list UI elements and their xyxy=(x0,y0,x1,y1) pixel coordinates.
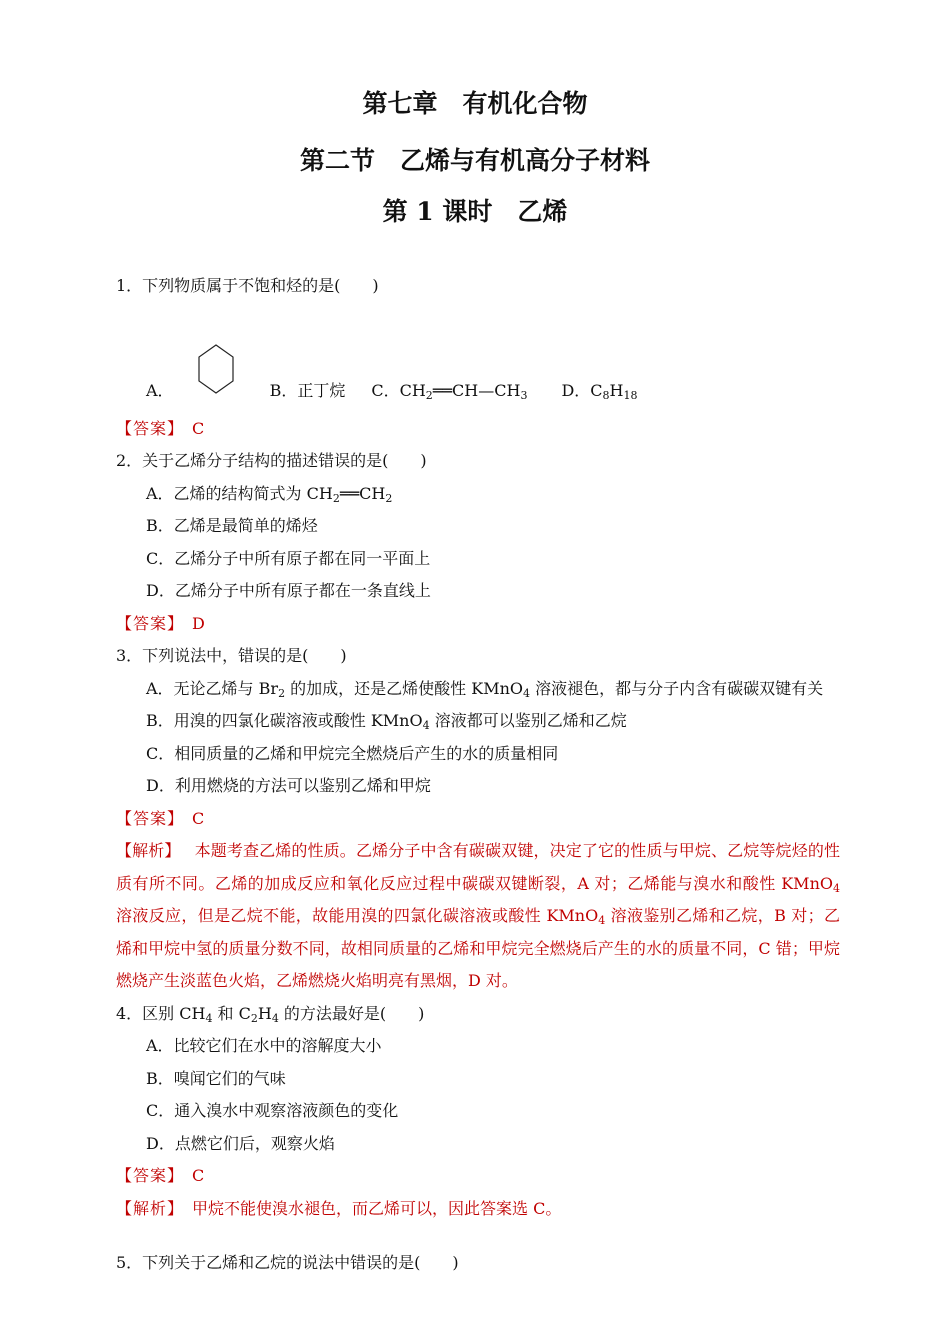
title-block xyxy=(0,84,950,232)
question-5-stem: 5．下列关于乙烯和乙烷的说法中错误的是( ) xyxy=(116,1253,459,1272)
question-list xyxy=(116,270,840,1280)
question-4 xyxy=(116,998,840,1226)
question-3-option-a: A．无论乙烯与 $Br_2$ 的加成，还是乙烯使酸性 KMnO$_4$ 溶液褪色，都与分子内含有碳碳双键有关 xyxy=(146,678,824,700)
question-1-answer: 【答案】 C xyxy=(116,418,205,438)
option-d: D．$C_8H_{18}$ xyxy=(561,380,638,402)
question-4-stem: 4．区别 $CH_4$ 和 $C_2H_4$ 的方法最好是( ) xyxy=(116,1003,425,1025)
question-2-answer: 【答案】 D xyxy=(116,613,205,633)
question-2 xyxy=(116,445,840,640)
question-4-option-d: D．点燃它们后，观察火焰 xyxy=(146,1133,335,1153)
question-2-option-b: B．乙烯是最简单的烯烃 xyxy=(146,516,318,535)
question-4-option-c: C．通入溴水中观察溶液颜色的变化 xyxy=(146,1101,399,1120)
option-a-label: A． xyxy=(146,380,174,400)
question-2-stem: 2．关于乙烯分子结构的描述错误的是( ) xyxy=(116,451,427,470)
question-1-options xyxy=(116,303,840,402)
chapter-title: 第七章 有机化合物 xyxy=(362,89,588,118)
question-2-option-d: D．乙烯分子中所有原子都在一条直线上 xyxy=(146,581,431,600)
question-3-stem: 3．下列说法中，错误的是( ) xyxy=(116,646,347,665)
question-3-answer: 【答案】 C xyxy=(116,808,205,828)
question-3-option-b: B．用溴的四氯化碳溶液或酸性 KMnO$_4$ 溶液都可以鉴别乙烯和乙烷 xyxy=(146,711,627,732)
question-3-option-d: D．利用燃烧的方法可以鉴别乙烯和甲烷 xyxy=(146,776,431,795)
question-1 xyxy=(116,270,840,445)
question-5 xyxy=(116,1247,840,1280)
question-4-explanation: 【解析】 甲烷不能使溴水褪色，而乙烯可以，因此答案选 C。 xyxy=(116,1198,562,1218)
question-1-stem: 1．下列物质属于不饱和烃的是( ) xyxy=(116,276,379,295)
section-title: 第二节 乙烯与有机高分子材料 xyxy=(299,146,650,175)
question-3-explanation: 【解析】 本题考查乙烯的性质。乙烯分子中含有碳碳双键，决定了它的性质与甲烷、乙烷等烷烃的性质有所不同。乙烯的加成反应和氧化反应过程中碳碳双键断裂，A 对；乙烯能与溴水和酸性 KMnO$_4$ 溶液反应，但是乙烷不能，故能用溴的四氯化碳溶液或酸性 KMnO$_4$ 溶液鉴别乙烯和乙烷，B 对；乙烯和甲烷中氢的质量分数不同，故相同质量的乙烯和甲烷完全燃烧后产生的水的质量不同，C 错；甲烷燃烧产生淡蓝色火焰，乙烯燃烧火焰明亮有黑烟，D 对。 xyxy=(116,841,840,990)
question-4-answer: 【答案】 C xyxy=(116,1166,205,1185)
spacer xyxy=(116,1225,840,1247)
question-3-option-c: C．相同质量的乙烯和甲烷完全燃烧后产生的水的质量相同 xyxy=(146,743,559,763)
option-c: C．$CH_2══CH—CH_3$ xyxy=(371,380,528,402)
question-4-option-a: A．比较它们在水中的溶解度大小 xyxy=(146,1036,382,1055)
lesson-title: 第 1 课时 乙烯 xyxy=(382,197,568,226)
question-2-option-a: A．乙烯的结构简式为 $CH_2══CH_2$ xyxy=(146,483,393,505)
question-1-option-row xyxy=(146,375,637,407)
question-4-option-b: B．嗅闻它们的气味 xyxy=(146,1068,286,1088)
question-2-option-c: C．乙烯分子中所有原子都在同一平面上 xyxy=(146,548,431,568)
question-3 xyxy=(116,640,840,998)
option-b: B．正丁烷 xyxy=(269,380,346,400)
